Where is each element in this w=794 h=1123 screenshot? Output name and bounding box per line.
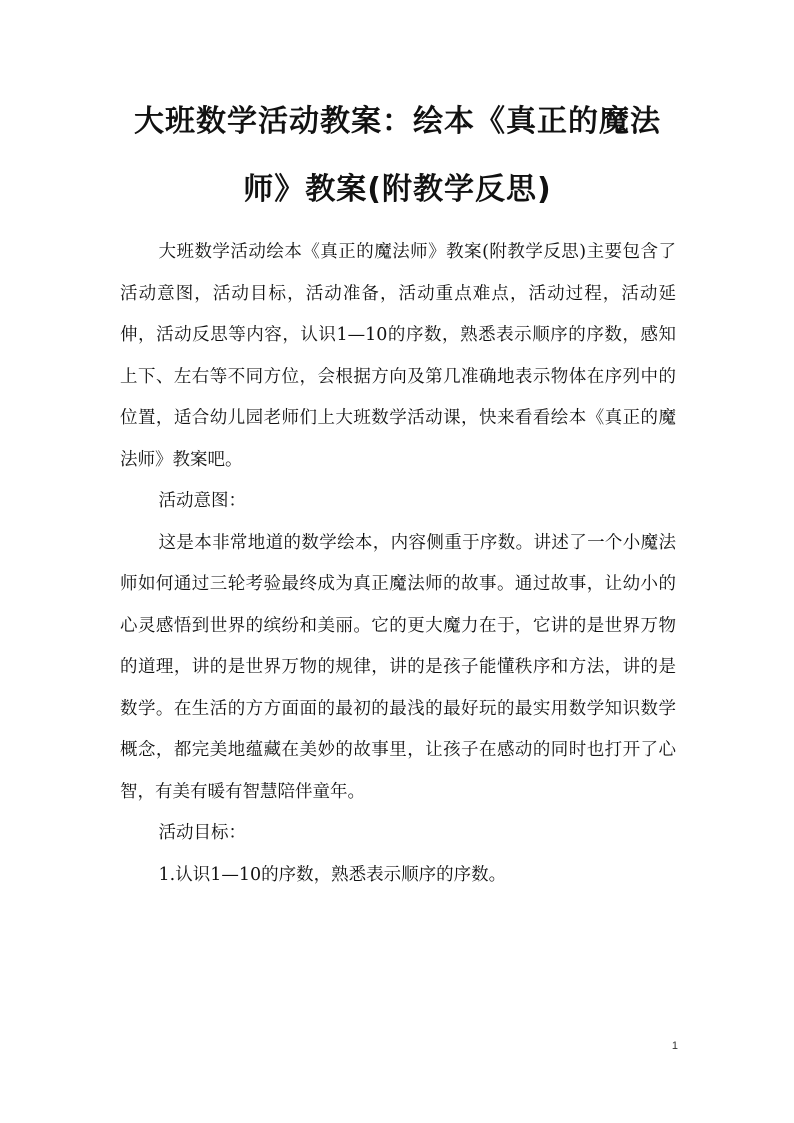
page-number: 1 [671, 1040, 678, 1052]
goal-item-1: 1.认识1—10的序数，熟悉表示顺序的序数。 [158, 864, 507, 885]
intro-paragraph: 大班数学活动绘本《真正的魔法师》教案(附教学反思)主要包含了活动意图，活动目标，活动准备，活动重点难点，活动过程，活动延伸，活动反思等内容，认识1—10的序数，熟悉表示顺序的序数，感知上下、左右等不同方位，会根据方向及第几准确地表示物体在序列中的位置，适合幼儿园老师们上大班数学活动课，快来看看绘本《真正的魔法师》教案吧。 [120, 242, 676, 470]
document-title-line-1: 大班数学活动教案：绘本《真正的魔法 [134, 104, 661, 139]
section-heading-goals: 活动目标： [158, 823, 246, 843]
document-title-line-2: 师》教案(附教学反思) [243, 172, 552, 207]
section-heading-intent: 活动意图： [158, 491, 246, 511]
document-body [120, 232, 676, 896]
intent-paragraph: 这是本非常地道的数学绘本，内容侧重于序数。讲述了一个小魔法师如何通过三轮考验最终成为真正魔法师的故事。通过故事，让幼小的心灵感悟到世界的缤纷和美丽。它的更大魔力在于，它讲的是世界万物的道理，讲的是世界万物的规律，讲的是孩子能懂秩序和方法，讲的是数学。在生活的方方面面的最初的最浅的最好玩的最实用数学知识数学概念，都完美地蕴藏在美妙的故事里，让孩子在感动的同时也打开了心智，有美有暖有智慧陪伴童年。 [120, 532, 676, 802]
